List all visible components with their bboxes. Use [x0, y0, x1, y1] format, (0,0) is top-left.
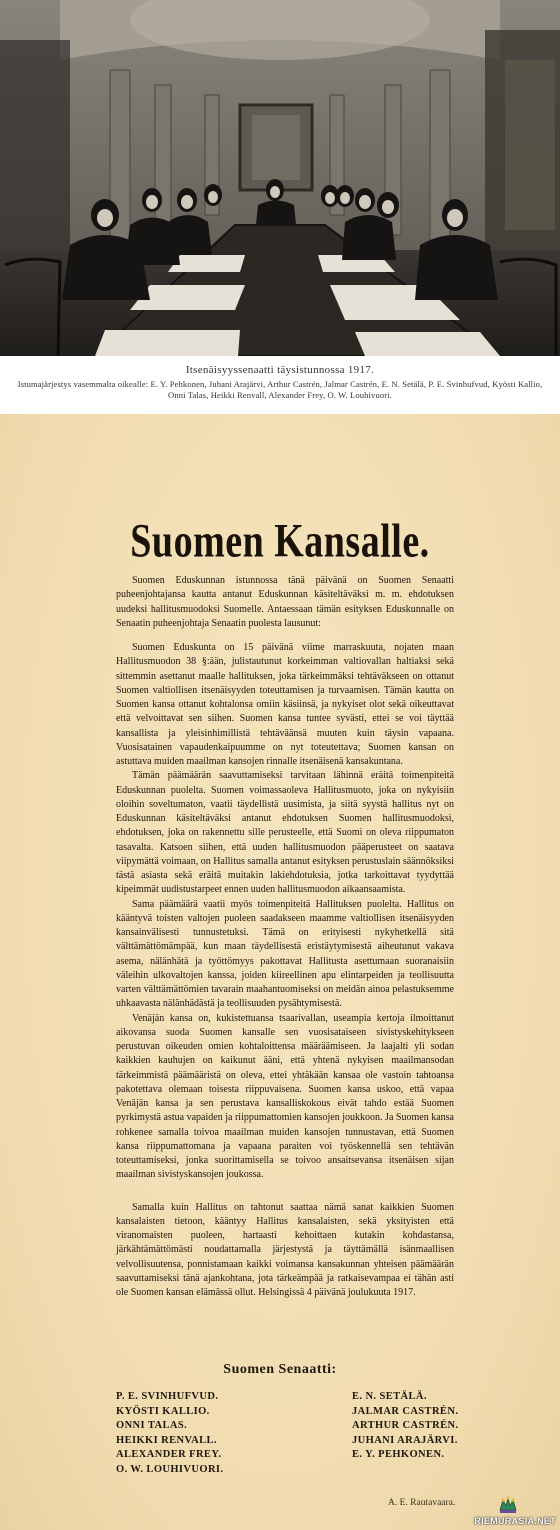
signatories-right-column	[352, 1390, 459, 1463]
paragraph-parliament-measures: Tämän päämäärän saavuttamiseksi tarvitaan lähinnä eräitä toimenpiteitä Eduskunnan puolelta. Suomen voimassaoleva Hallitusmuoto, joka on nykyisiin oloihin soveltumaton, vaatii täydellistä uusimista, ja siitä syystä hallitus nyt on Eduskunnan käsiteltäväksi antanut ehdotuksen Suomen hallitusmuodoksi, ehdotuksen, joka on rakennettu sille perusteelle, että Suomi on oleva riippumaton tasavalta. Katsoen siihen, että uuden hallitusmuodon pääperusteet on saatava viipymättä voimaan, on Hallitus samalla antanut esityksen perustuslain säännöksiksi tästä asiasta sekä eräitä muitakin lakiehdotuksia, jotka tarkoittavat tyydyttää kipeimmät uudistustarpeet ennen uuden hallitusmuodon aikaansaamista.	[116, 770, 454, 896]
jester-icon	[498, 1496, 518, 1514]
signatory: E. N. SETÄLÄ.	[352, 1391, 427, 1402]
paragraph-russia: Venäjän kansa on, kukistettuansa tsaarivallan, useampia kertoja ilmoittanut aikovansa suoda Suomen kansalle sen vuosisataiseen sivistyskehitykseen perustuvan oikeuden omien kohtaloittensa määräämiseen. Ja laajalti yli sodan kaikkien kauhujen on kaikunut ääni, että yhtenä nykyisen maailmansodan tärkeimmistä päämääristä on oleva, ettei yhtäkään kansaa ole vastoin tahtoansa pakotettava olemaan toisesta riippuvaisena. Suomen kansa uskoo, että vapaa Venäjän kansa ja sen perustava kansalliskokous eivät tahdo estää Suomen pyrkimystä astua vapaiden ja riippumattomien kansojen joukkoon. Ja Suomen kansa rohkenee samalla toivoa maailman muiden kansojen tunnustavan, että Suomen kansa riippumattomana ja vapaana paraiten voi työskennellä sen tehtävän toteuttamiseksi, jonka suorittamisella se toivoo ansaitsevansa itsenäisen sijan maailman sivistyskansojen joukossa.	[116, 1012, 454, 1181]
paragraph-appeal: Samalla kuin Hallitus on tahtonut saattaa nämä sanat kaikkien Suomen kansalaisten tietoon, kääntyy Hallitus kansalaisten, sekä yksityisten että viranomaisten puoleen, hartaasti kehoittaen kutakin kohdastansa, järkähtämättömästi noudattamalla järjestystä ja täyttämällä isänmaallisen velvollisuutensa, ponnistamaan kaikki voimansa kansakunnan yhteisen päämäärän saavuttamiseksi tänä ajankohtana, jota tärkeämpää ja ratkaisevampaa ei tähän asti ole Suomen kansan elämässä ollut. Helsingissä 4 päivänä joulukuuta 1917.	[116, 1201, 454, 1298]
proclamation-body	[116, 574, 454, 1300]
signatory: O. W. LOUHIVUORI.	[116, 1463, 224, 1475]
signature-heading: Suomen Senaatti:	[223, 1362, 337, 1377]
senate-photo	[0, 0, 560, 356]
printer-credit: A. E. Rautavaara.	[388, 1498, 456, 1508]
paragraph-government-measures: Sama päämäärä vaatii myös toimenpiteitä Hallituksen puolelta. Hallitus on kääntyvä toisten valtojen puoleen saadakseen maamme valtiollisen itsenäisyyden kansainvälisesti tunnustetuksi. Tämä on erityisesti nykyhetkellä sitä välttämättömämpää, kun maan täydellisestä eristäytymisestä aiheutunut vakava asema, nälänhätä ja työttömyys pakottavat Hallitusta asettumaan suoranaisiin väleihin ulkovaltojen kanssa, joiden kiireellinen apu elintarpeiden ja teollisuutta varten välttämättömien tavarain maahantuomiseksi on meidän ainoa pelastuksemme uhkaavasta nälänhädästä ja teollisuuden pysähtymisestä.	[116, 898, 454, 1010]
signatory: ONNI TALAS.	[116, 1420, 188, 1432]
proclamation-headline: Suomen Kansalle.	[130, 515, 430, 568]
paragraph-declaration: Suomen Eduskunta on 15 päivänä viime marraskuuta, nojaten maan Hallitusmuodon 38 §:ään, julistautunut korkeimman valtiovallan haltiaksi sekä sittemmin asettanut maalle hallituksen, joka tärkeimmäksi tehtäväkseen on ottanut Suomen valtiollisen itsenäisyyden toteuttamisen ja turvaamisen. Tämän kautta on Suomen kansa ottanut kohtalonsa omiin käsiinsä, ja nykyiset olot sekä oikeuttavat että velvoittavat sen siihen. Suomen kansa tuntee syvästi, ettei se voi täyttää kansallista ja yleisinhimillistä tehtäväänsä muuten kuin täysin vapaana. Vuosisatainen vapaudenkaipuumme on nyt toteutettava; Suomen kansan on astuttava muiden maailman kansojen rinnalle itsenäisenä kansakuntana.	[116, 642, 454, 767]
paragraph-intro: Suomen Eduskunnan istunnossa tänä päivänä on Suomen Senaatti puheenjohtajansa kautta antanut Eduskunnan käsiteltäväksi m. m. ehdotuksen uudeksi hallitusmuodoksi Suomelle. Antaessaan tämän esityksen Eduskunnalle on Senaatin puheenjohtaja Senaatin puolesta lausunut:	[116, 575, 454, 629]
signatory: E. Y. PEHKONEN.	[352, 1449, 445, 1461]
signatory: JALMAR CASTRÉN.	[352, 1405, 459, 1417]
signatory: KYÖSTI KALLIO.	[116, 1405, 210, 1417]
caption-title: Itsenäisyyssenaatti täysistunnossa 1917.	[185, 364, 375, 376]
signatory: ALEXANDER FREY.	[116, 1449, 222, 1461]
signatory: HEIKKI RENVALL.	[116, 1434, 217, 1446]
signatory: P. E. SVINHUFVUD.	[116, 1391, 219, 1402]
caption-seating-order: Istumajärjestys vasemmalta oikealle: E. Y. Pehkonen, Juhani Arajärvi, Arthur Castrén, Jalmar Castrén, E. N. Setälä, P. E. Svinhufvud, Kyösti Kallio, Onni Talas, Heikki Renvall, Alexander Frey, O. W. Louhivuori.	[17, 379, 543, 400]
senate-hall-illustration	[0, 0, 560, 356]
photo-caption	[0, 356, 560, 414]
signatory: ARTHUR CASTRÉN.	[352, 1420, 459, 1432]
signatory: JUHANI ARAJÄRVI.	[352, 1434, 458, 1446]
watermark-text[interactable]: RIEMURASIA.NET	[474, 1516, 556, 1526]
signatories-left-column	[116, 1390, 223, 1478]
proclamation-paper	[0, 414, 560, 1530]
